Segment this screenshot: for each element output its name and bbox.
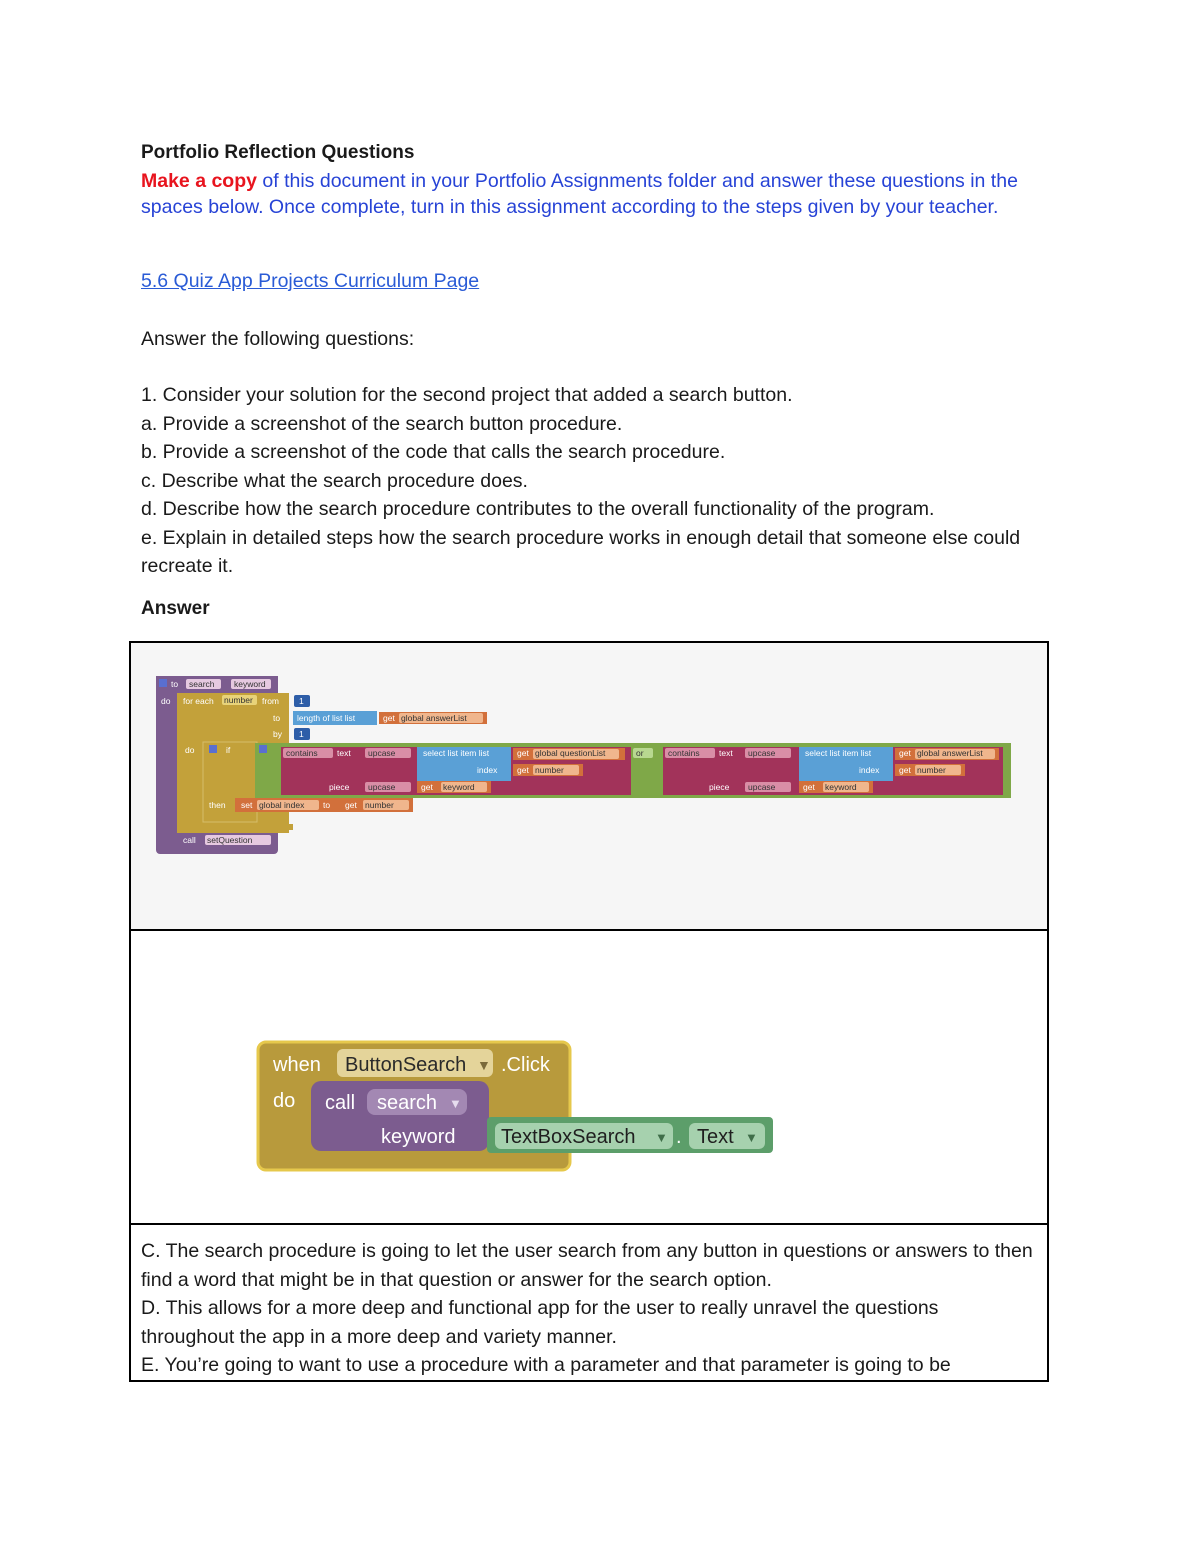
index-label-1: index — [477, 765, 498, 775]
from-value: 1 — [299, 696, 304, 706]
component-name: ButtonSearch — [345, 1054, 467, 1076]
intro-paragraph — [141, 169, 1071, 220]
intro-text: of this document in your Portfolio Assignments folder and answer these questions in the spaces below. Once complete, turn in this assignment according to the steps given by your teacher. — [141, 170, 1018, 218]
make-copy-highlight: Make a copy — [141, 170, 257, 192]
number-var-2: number — [917, 765, 946, 775]
event-name: .Click — [501, 1054, 550, 1076]
do-label: do — [273, 1090, 296, 1112]
set-to-label: to — [323, 800, 331, 810]
question-list — [141, 381, 1071, 581]
when-label: when — [273, 1054, 321, 1076]
do-keyword: do — [161, 696, 171, 706]
procedure-name: search — [189, 679, 215, 689]
get-label-8: get — [345, 800, 357, 810]
curriculum-link[interactable]: 5.6 Quiz App Projects Curriculum Page — [141, 270, 480, 292]
button-click-blocks — [131, 931, 1047, 1223]
textbox-dropdown-icon: ▼ — [655, 1130, 668, 1145]
event-screenshot-cell — [131, 931, 1047, 1225]
textbox-name: TextBoxSearch — [501, 1126, 636, 1148]
answer-d: D. This allows for a more deep and functional app for the user to really unravel the questions throughout the app in a more deep and variety manner. — [141, 1297, 939, 1348]
or-label: or — [636, 748, 644, 758]
from-label: from — [262, 696, 279, 706]
search-procedure-blocks — [131, 643, 1047, 929]
contains-label-1: contains — [286, 748, 318, 758]
length-of-list-label: length of list list — [297, 713, 356, 723]
contains-label-2: contains — [668, 748, 700, 758]
upcase-label-3: upcase — [748, 748, 776, 758]
then-label: then — [209, 800, 226, 810]
written-answers-cell — [131, 1225, 1047, 1380]
set-label: set — [241, 800, 253, 810]
upcase-label-1: upcase — [368, 748, 396, 758]
answer-c: C. The search procedure is going to let the user search from any button in questions or answers to then find a word that might be in that question or answer for the search option. — [141, 1240, 1033, 1291]
property-dropdown-icon: ▼ — [745, 1130, 758, 1145]
keyword-var-1: keyword — [443, 782, 475, 792]
call-label-2: call — [325, 1092, 356, 1114]
page-title: Portfolio Reflection Questions — [141, 142, 415, 163]
get-label-2: get — [517, 748, 529, 758]
get-label-3: get — [517, 765, 529, 775]
to-label: to — [273, 713, 281, 723]
number-var-1: number — [535, 765, 564, 775]
keyword-var-2: keyword — [825, 782, 857, 792]
loop-variable: number — [224, 695, 253, 705]
question-1: 1. Consider your solution for the second project that added a search button. — [141, 384, 793, 406]
call-proc-name: search — [377, 1092, 438, 1114]
text-label-2: text — [719, 748, 733, 758]
get-label-1: get — [383, 713, 395, 723]
question-1b: b. Provide a screenshot of the code that calls the search procedure. — [141, 441, 726, 463]
procedure-param: keyword — [234, 679, 266, 689]
setquestion-name: setQuestion — [207, 835, 253, 845]
global-index-name: global index — [259, 800, 305, 810]
answer-prompt: Answer the following questions: — [141, 328, 415, 350]
question-1d: d. Describe how the search procedure contributes to the overall functionality of the program. — [141, 498, 935, 520]
piece-label-1: piece — [329, 782, 350, 792]
get-label-4: get — [421, 782, 433, 792]
answer-label: Answer — [141, 598, 210, 619]
get-label-6: get — [899, 765, 911, 775]
procedure-mutator-icon — [159, 679, 167, 687]
question-1c: c. Describe what the search procedure does. — [141, 469, 528, 492]
by-label: by — [273, 729, 282, 739]
procedure-screenshot-cell — [131, 643, 1047, 931]
get-label-7: get — [803, 782, 815, 792]
answer-e: E. You’re going to want to use a procedure with a parameter and that parameter is going to be — [141, 1354, 951, 1376]
upcase-label-2: upcase — [368, 782, 396, 792]
text-label-1: text — [337, 748, 351, 758]
to-keyword: to — [171, 679, 179, 689]
piece-label-2: piece — [709, 782, 730, 792]
get-label-5: get — [899, 748, 911, 758]
index-label-2: index — [859, 765, 880, 775]
proc-dropdown-icon: ▼ — [449, 1096, 462, 1111]
question-list-name: global questionList — [535, 748, 606, 758]
dot-label: . — [676, 1126, 682, 1148]
for-each-label: for each — [183, 696, 214, 706]
select-list-label-1: select list item list — [423, 748, 490, 758]
answer-table — [129, 641, 1049, 1382]
answer-list-name: global answerList — [401, 713, 467, 723]
question-1a: a. Provide a screenshot of the search button procedure. — [141, 412, 623, 435]
by-value: 1 — [299, 729, 304, 739]
do-keyword-2: do — [185, 745, 195, 755]
number-var-3: number — [365, 800, 394, 810]
question-1e: e. Explain in detailed steps how the search procedure works in enough detail that someone else could recreate it. — [141, 526, 1021, 577]
upcase-label-4: upcase — [748, 782, 776, 792]
property-name: Text — [697, 1126, 734, 1148]
answer-list-name-2: global answerList — [917, 748, 983, 758]
keyword-param-label: keyword — [381, 1126, 456, 1148]
component-dropdown-icon: ▼ — [477, 1057, 491, 1073]
if-label: if — [226, 745, 231, 755]
select-list-label-2: select list item list — [805, 748, 872, 758]
call-label: call — [183, 835, 196, 845]
